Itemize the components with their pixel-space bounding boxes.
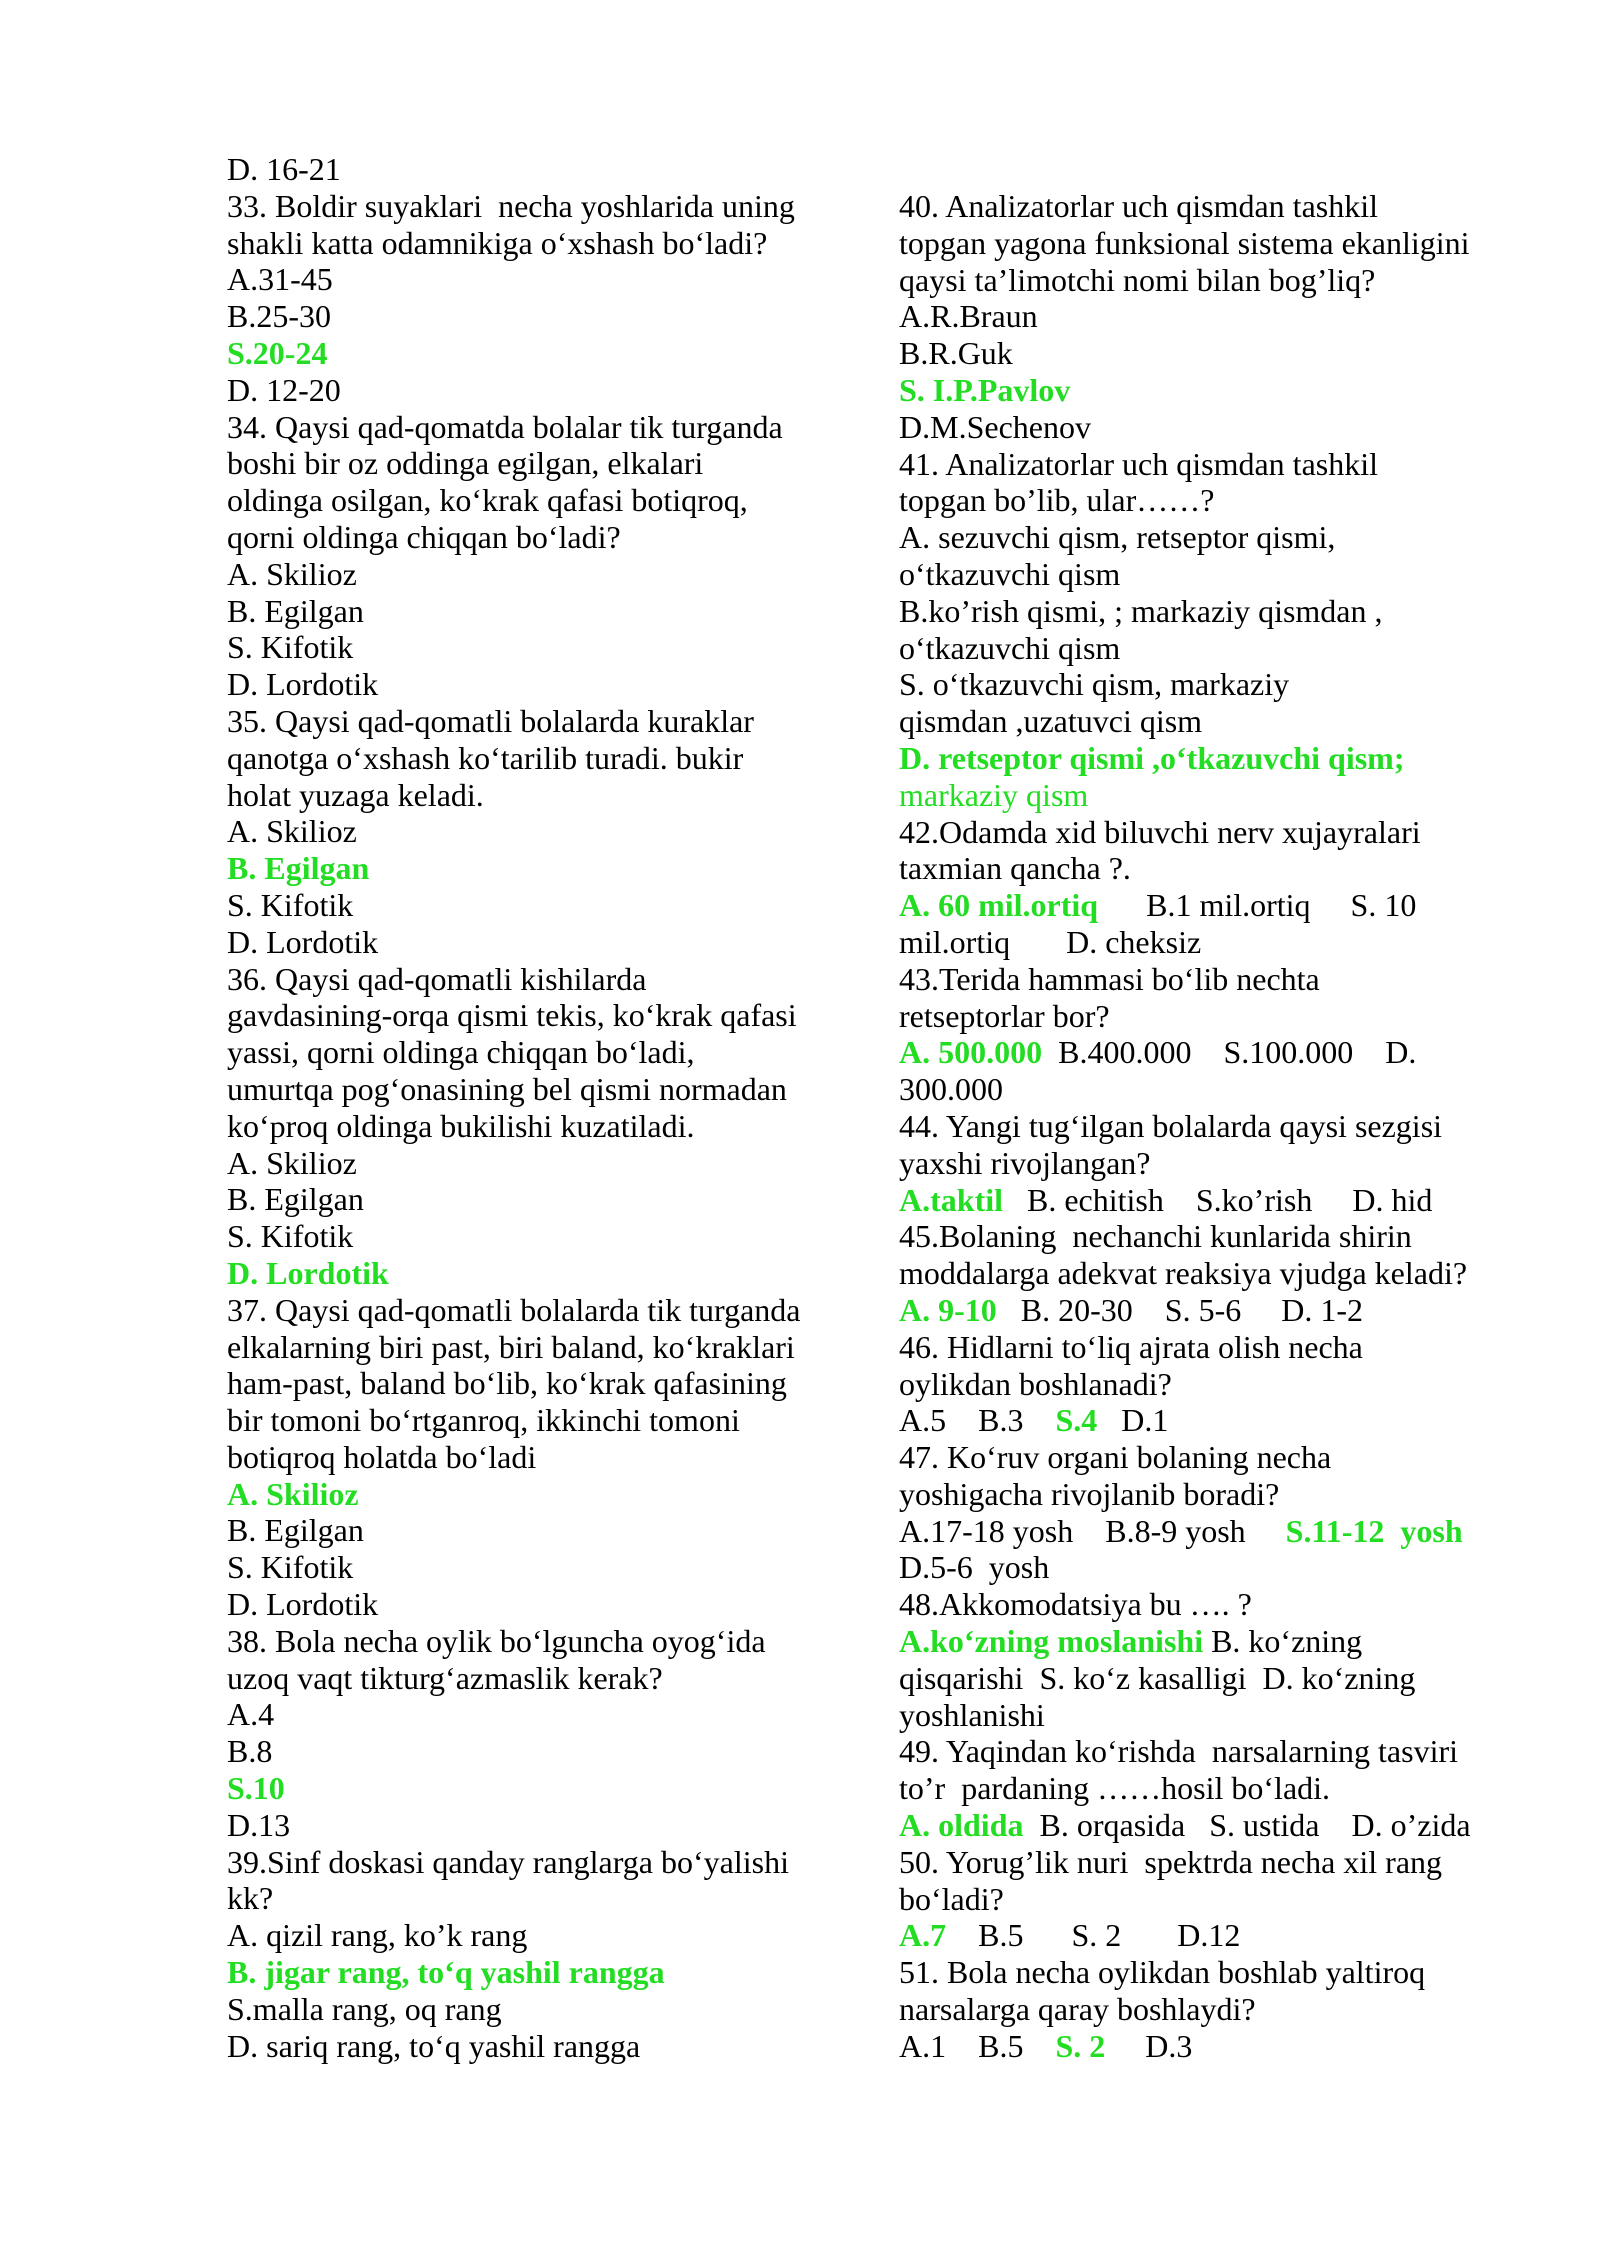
answer-option: S. o‘tkazuvchi qism, markaziy [899,666,1290,703]
answer-option: S. Kifotik [227,629,354,666]
correct-answer: D. retseptor qismi ,o‘tkazuvchi qism; [899,739,1405,776]
answer-option: D.M.Sechenov [899,408,1091,445]
answer-option: A. Skilioz [227,1144,357,1181]
answer-option: A.1 B.5 [899,2027,1056,2064]
answer-options-line [899,1182,1559,1219]
correct-answer: A. 9-10 [899,1291,997,1328]
answer-options-line [899,1623,1559,1660]
question-line: elkalarning biri past, biri baland, ko‘kraklari [227,1328,795,1365]
correct-answer: A. Skilioz [227,1475,359,1512]
answer-option: S. Kifotik [227,1549,354,1586]
answer-option: D.13 [227,1806,291,1843]
answer-option: D.5-6 yosh [899,1549,1050,1586]
question-line: topgan bo’lib, ular……? [899,482,1215,519]
question-line: 37. Qaysi qad-qomatli bolalarda tik turganda [227,1291,801,1328]
answer-option: B.5 S. 2 D.12 [946,1917,1241,1954]
correct-answer: S.11-12 yosh [1285,1512,1463,1549]
answer-option: D.3 [1105,2027,1193,2064]
correct-answer: D. Lordotik [227,1254,389,1291]
left-column [227,151,887,2064]
answer-option: o‘tkazuvchi qism [899,629,1121,666]
answer-option: B. Egilgan [227,592,364,629]
question-line: shakli katta odamnikiga o‘xshash bo‘ladi? [227,224,768,261]
question-line: 41. Analizatorlar uch qismdan tashkil [899,445,1378,482]
answer-option: A.R.Braun [899,298,1038,335]
answer-options-line [899,1807,1559,1844]
answer-option: D. 16-21 [227,151,341,187]
question-line: 47. Ko‘ruv organi bolaning necha [899,1439,1332,1476]
question-line: oylikdan boshlanadi? [899,1365,1172,1402]
answer-option: B.R.Guk [899,335,1013,372]
answer-options-line [899,1292,1559,1329]
question-line: qanotga o‘xshash ko‘tarilib turadi. bukir [227,739,744,776]
question-line: qaysi ta’limotchi nomi bilan bog’liq? [899,261,1376,298]
question-line: 51. Bola necha oylikdan boshlab yaltiroq [899,1954,1426,1991]
question-line: 33. Boldir suyaklari necha yoshlarida uning [227,187,795,224]
question-line: ko‘proq oldinga bukilishi kuzatiladi. [227,1107,695,1144]
answer-option: qismdan ,uzatuvci qism [899,703,1203,740]
question-line: botiqroq holatda bo‘ladi [227,1438,537,1475]
answer-option: qisqarishi S. ko‘z kasalligi D. ko‘zning [899,1659,1416,1696]
question-line: 43.Terida hammasi bo‘lib nechta [899,960,1320,997]
answer-option: yoshlanishi [899,1696,1045,1733]
question-line: retseptorlar bor? [899,997,1110,1034]
correct-answer: A.7 [899,1917,947,1954]
question-line: 45.Bolaning nechanchi kunlarida shirin [899,1218,1412,1255]
answer-options-line [899,2028,1559,2065]
answer-options-line [899,1513,1559,1550]
answer-option: B. Egilgan [227,1512,364,1549]
answer-option: B.25-30 [227,298,331,335]
answer-option: A. sezuvchi qism, retseptor qismi, [899,519,1336,556]
answer-option: D. Lordotik [227,666,379,703]
question-line: 50. Yorug’lik nuri spektrda necha xil rang [899,1843,1443,1880]
question-line: yaxshi rivojlangan? [899,1144,1151,1181]
question-line: taxmian qancha ?. [899,850,1131,887]
question-line: topgan yagona funksional sistema ekanligini [899,224,1470,261]
question-line: 35. Qaysi qad-qomatli bolalarda kuraklar [227,702,754,739]
question-line: 46. Hidlarni to‘liq ajrata olish necha [899,1328,1363,1365]
answer-option: B.ko’rish qismi, ; markaziy qismdan , [899,592,1383,629]
answer-option: D. sariq rang, to‘q yashil rangga [227,2027,641,2064]
question-line: bo‘ladi? [899,1880,1004,1917]
question-line: boshi bir oz oddinga egilgan, elkalari [227,445,704,482]
answer-option: A.5 B.3 [899,1402,1056,1439]
question-line: bir tomoni bo‘rtganroq, ikkinchi tomoni [227,1402,740,1439]
answer-option: A.31-45 [227,261,333,298]
answer-option: B.8 [227,1733,273,1770]
answer-option: D. Lordotik [227,923,379,960]
question-line: 49. Yaqindan ko‘rishda narsalarning tasviri [899,1733,1459,1770]
answer-option: A.4 [227,1696,275,1733]
answer-option: B. orqasida S. ustida D. o’zida [1023,1807,1471,1844]
question-line: 44. Yangi tug‘ilgan bolalarda qaysi sezgisi [899,1107,1443,1144]
question-line: holat yuzaga keladi. [227,776,484,813]
answer-option: B.1 mil.ortiq S. 10 [1098,887,1417,924]
answer-option: D. Lordotik [227,1586,379,1623]
answer-option: B.400.000 S.100.000 D. [1042,1034,1417,1071]
correct-answer: S. 2 [1055,2027,1106,2064]
answer-option: A.17-18 yosh B.8-9 yosh [899,1512,1286,1549]
correct-answer: S.20-24 [227,334,328,371]
answer-option: S. Kifotik [227,1218,354,1255]
question-line: 40. Analizatorlar uch qismdan tashkil [899,188,1378,224]
question-line: oldinga osilgan, ko‘krak qafasi botiqroq, [227,482,748,519]
answer-option: B. 20-30 S. 5-6 D. 1-2 [996,1291,1363,1328]
answer-option: D.1 [1097,1402,1169,1439]
answer-option: A. Skilioz [227,555,357,592]
question-line: 36. Qaysi qad-qomatli kishilarda [227,960,647,997]
question-line: qorni oldinga chiqqan bo‘ladi? [227,518,621,555]
correct-answer: B. Egilgan [227,850,370,887]
answer-option: B. echitish S.ko’rish D. hid [1003,1181,1433,1218]
answer-option: A. qizil rang, ko’k rang [227,1917,528,1954]
correct-answer: B. jigar rang, to‘q yashil rangga [227,1954,665,1991]
answer-option: B. Egilgan [227,1181,364,1218]
question-line: uzoq vaqt tikturg‘azmaslik kerak? [227,1659,663,1696]
question-line: umurtqa pog‘onasining bel qismi normadan [227,1070,787,1107]
answer-option: B. ko‘zning [1203,1623,1363,1660]
answer-options-line [899,1402,1559,1439]
question-line: 39.Sinf doskasi qanday ranglarga bo‘yalishi [227,1843,789,1880]
answer-option: o‘tkazuvchi qism [899,555,1121,592]
question-line: moddalarga adekvat reaksiya vjudga keladi? [899,1255,1468,1292]
answer-option: 300.000 [899,1071,1003,1108]
question-line: 34. Qaysi qad-qomatda bolalar tik turganda [227,408,783,445]
correct-answer: A.taktil [899,1181,1003,1218]
question-line: 42.Odamda xid biluvchi nerv xujayralari [899,813,1421,850]
answer-option: S. Kifotik [227,886,354,923]
question-line: yassi, qorni oldinga chiqqan bo‘ladi, [227,1034,695,1071]
answer-options-line [899,1917,1559,1954]
answer-option: S.malla rang, oq rang [227,1990,502,2027]
question-line: yoshigacha rivojlanib boradi? [899,1475,1280,1512]
question-line: to’r pardaning ……hosil bo‘ladi. [899,1770,1331,1807]
correct-answer: S.4 [1055,1402,1098,1439]
answer-options-line [899,1034,1559,1071]
correct-answer: A. oldida [899,1807,1024,1844]
question-line: kk? [227,1880,274,1917]
question-line: 38. Bola necha oylik bo‘lguncha oyog‘ida [227,1622,766,1659]
correct-answer: A. 500.000 [899,1034,1043,1071]
correct-answer: A.ko‘zning moslanishi [899,1623,1204,1660]
correct-answer: S. I.P.Pavlov [899,371,1071,408]
answer-option: D. 12-20 [227,371,341,408]
correct-answer: markaziy qism [899,776,1089,813]
question-line: gavdasining-orqa qismi tekis, ko‘krak qafasi [227,997,797,1034]
question-line: narsalarga qaray boshlaydi? [899,1991,1256,2028]
question-line: 48.Akkomodatsiya bu …. ? [899,1586,1252,1623]
correct-answer: S.10 [227,1770,285,1807]
answer-option: mil.ortiq D. cheksiz [899,923,1202,960]
answer-options-line [899,887,1559,924]
right-column [899,188,1559,2065]
answer-option: A. Skilioz [227,813,357,850]
correct-answer: A. 60 mil.ortiq [899,887,1099,924]
question-line: ham-past, baland bo‘lib, ko‘krak qafasining [227,1365,787,1402]
